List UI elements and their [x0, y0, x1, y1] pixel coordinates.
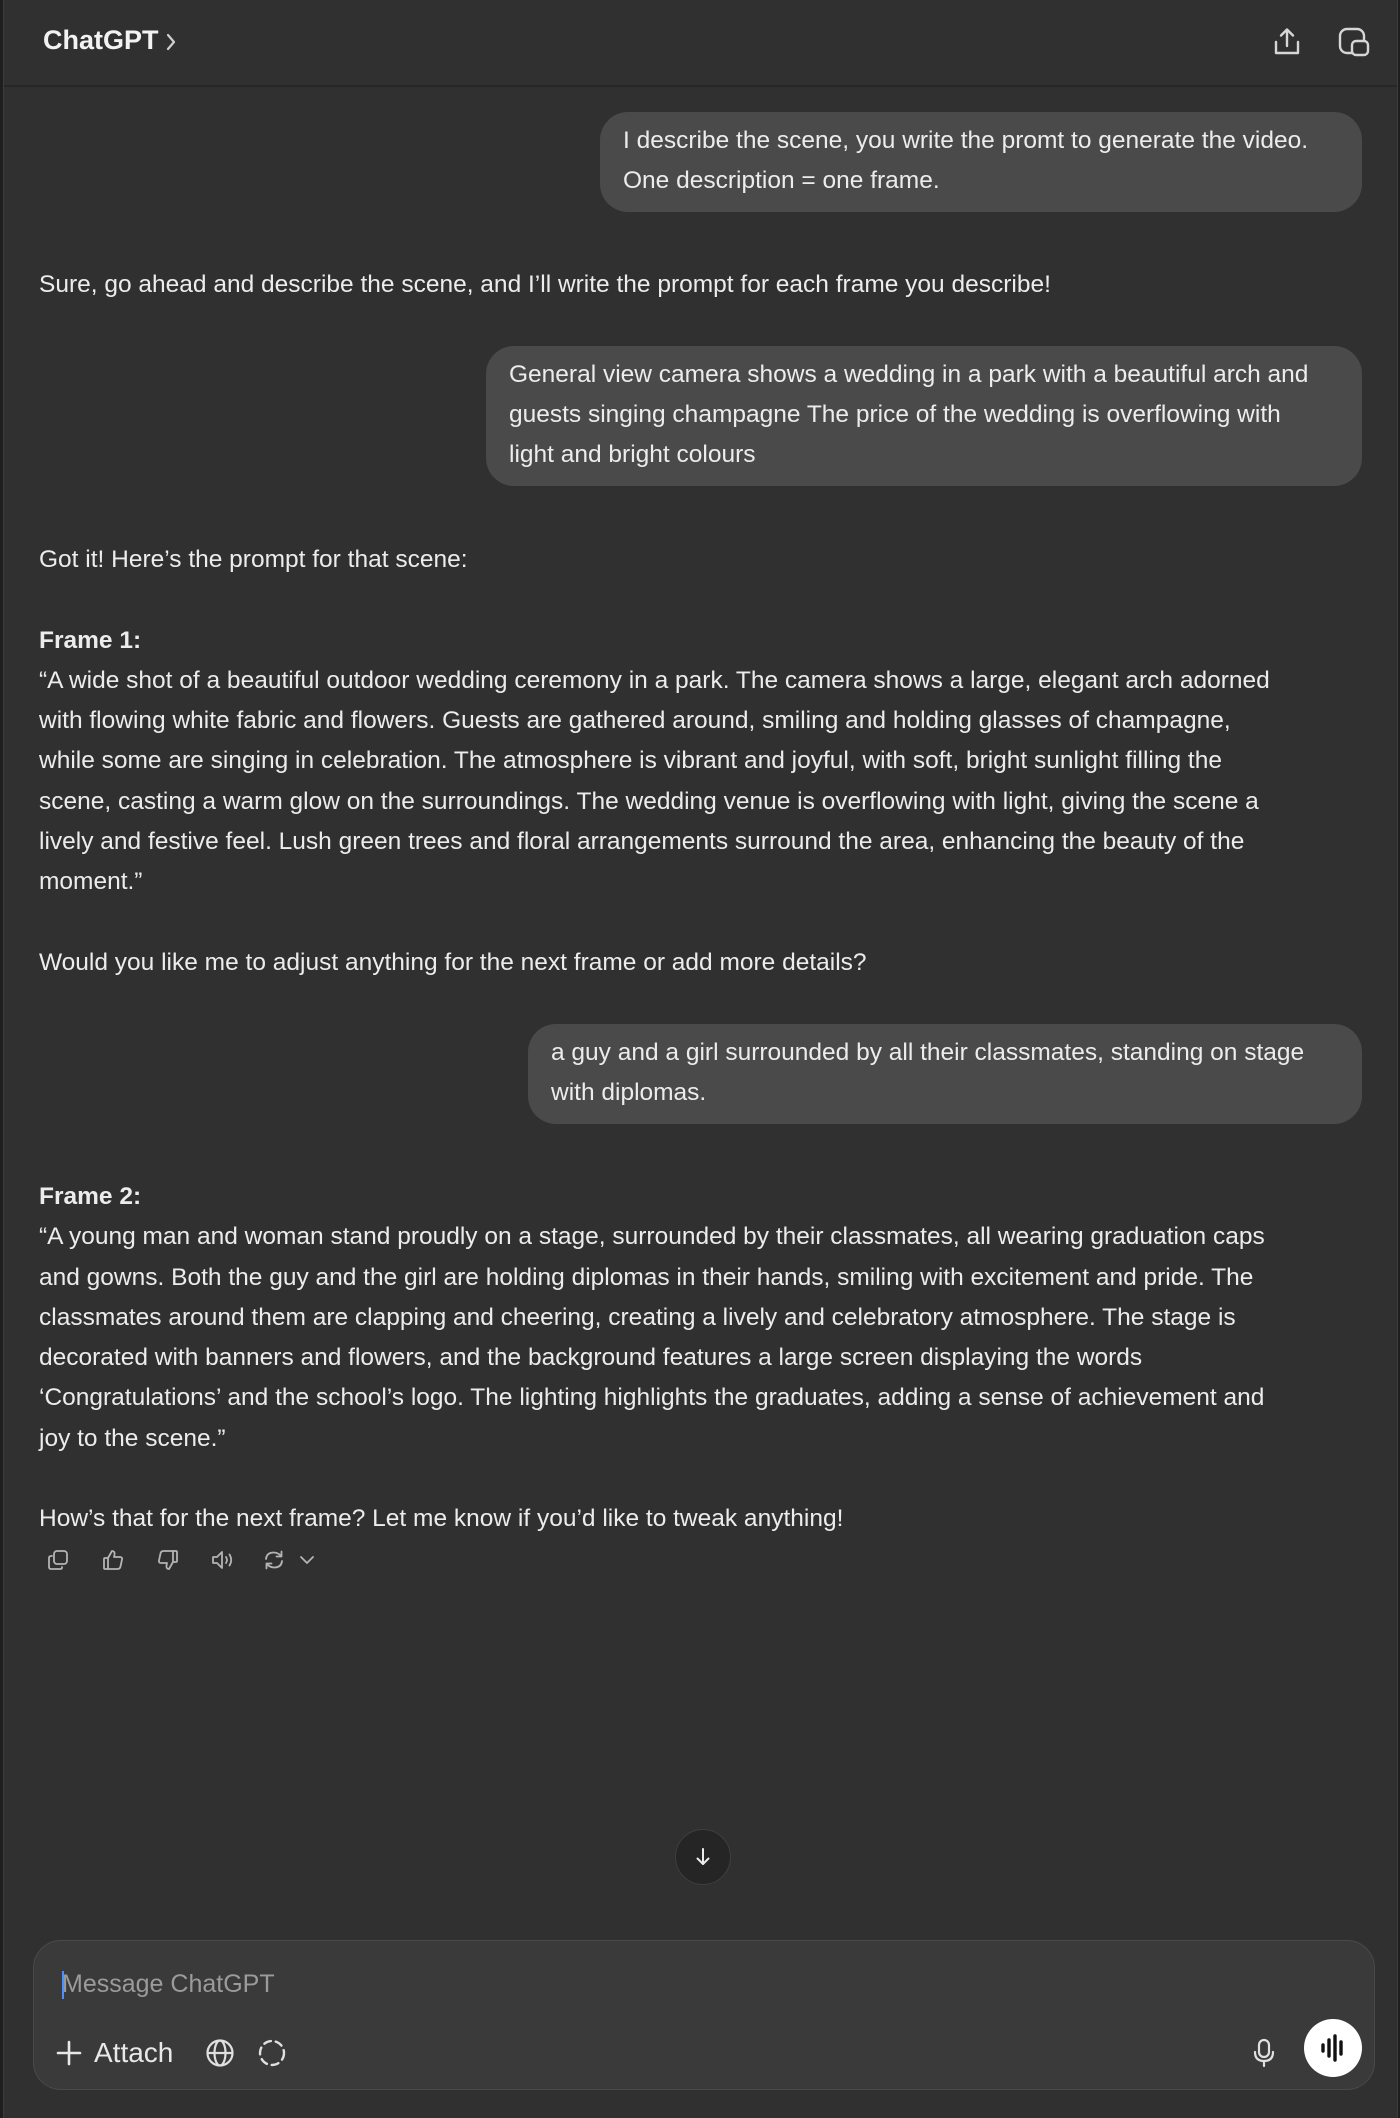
audio-waveform-icon [1316, 2031, 1350, 2065]
frame-line: and gowns. Both the guy and the girl are holding diplomas in their hands, smiling with excitement and pride. The [39, 1263, 1254, 1291]
frame-line: joy to the scene.” [39, 1424, 226, 1452]
copy-button[interactable] [42, 1544, 74, 1576]
frame-line: “A young man and woman stand proudly on a stage, surrounded by their classmates, all wearing graduation caps [39, 1223, 1265, 1251]
new-window-button[interactable] [1334, 22, 1374, 62]
web-search-button[interactable] [202, 2035, 238, 2071]
message-line: One description = one frame. [623, 167, 940, 194]
user-message [486, 346, 1362, 486]
chevron-right-icon [165, 32, 177, 52]
assistant-text: Would you like me to adjust anything for the next frame or add more details? [39, 948, 867, 976]
assistant-text: Sure, go ahead and describe the scene, and I’ll write the prompt for each frame you describe! [39, 271, 1051, 298]
user-message [528, 1024, 1362, 1124]
voice-mode-button[interactable] [1304, 2019, 1362, 2077]
text-caret [62, 1971, 64, 1999]
message-line: a guy and a girl surrounded by all their classmates, standing on stage [551, 1039, 1305, 1066]
message-line: guests singing champagne The price of the wedding is overflowing with [509, 401, 1281, 428]
message-input[interactable] [60, 1963, 1264, 2005]
message-actions [42, 1544, 339, 1576]
frame-line: decorated with banners and flowers, and the background features a large screen displaying the words [39, 1344, 1143, 1372]
frame-line: while some are singing in celebration. The atmosphere is vibrant and joyful, with soft, bright sunlight filling the [39, 747, 1222, 775]
frame-line: scene, casting a warm glow on the surroundings. The wedding venue is overflowing with light, giving the scene a [39, 787, 1259, 815]
frame-line: lively and festive feel. Lush green trees and floral arrangements surround the area, enhancing the beauty of the [39, 828, 1245, 856]
message-line: I describe the scene, you write the promt to generate the video. [623, 127, 1309, 154]
new-window-icon [1337, 25, 1371, 59]
attach-label: Attach [94, 2037, 174, 2068]
read-aloud-button[interactable] [207, 1544, 239, 1576]
regenerate-icon [262, 1548, 286, 1572]
read-aloud-icon [210, 1548, 236, 1572]
frame-label: Frame 1: [39, 626, 142, 654]
frame-line: ‘Congratulations’ and the school’s logo. The lighting highlights the graduates, adding a sense of achievement and [39, 1384, 1265, 1412]
chat-window [3, 0, 1398, 2118]
bad-response-button[interactable] [152, 1544, 184, 1576]
model-selector[interactable] [43, 25, 177, 56]
screenshot-button[interactable] [254, 2035, 290, 2071]
plus-icon [54, 2038, 84, 2068]
attach-button[interactable] [54, 2031, 173, 2075]
app-title-label: ChatGPT [43, 25, 159, 55]
regenerate-button[interactable] [262, 1544, 316, 1576]
assistant-text: How’s that for the next frame? Let me know if you’d like to tweak anything! [39, 1505, 844, 1533]
scroll-to-bottom-button[interactable] [675, 1829, 731, 1885]
arrow-down-icon [692, 1846, 714, 1868]
header-bar [4, 0, 1397, 87]
message-line: with diplomas. [551, 1079, 707, 1106]
message-line: General view camera shows a wedding in a park with a beautiful arch and [509, 361, 1309, 388]
assistant-message [39, 265, 1359, 305]
message-line: light and bright colours [509, 441, 756, 468]
thumbs-up-icon [101, 1548, 125, 1572]
assistant-text: Got it! Here’s the prompt for that scene: [39, 546, 468, 573]
good-response-button[interactable] [97, 1544, 129, 1576]
copy-icon [46, 1548, 70, 1572]
microphone-icon [1250, 2037, 1278, 2069]
thumbs-down-icon [156, 1548, 180, 1572]
dashed-circle-icon [256, 2037, 288, 2069]
chevron-down-icon [298, 1551, 316, 1569]
assistant-message [39, 1177, 1359, 1540]
frame-line: with flowing white fabric and flowers. Guests are gathered around, smiling and holding glasses of champagne, [39, 707, 1231, 735]
frame-label: Frame 2: [39, 1183, 142, 1210]
frame-line: classmates around them are clapping and cheering, creating a lively and celebratory atmosphere. The stage is [39, 1303, 1236, 1331]
globe-icon [204, 2037, 236, 2069]
frame-line: “A wide shot of a beautiful outdoor wedding ceremony in a park. The camera shows a large, elegant arch adorned [39, 666, 1270, 694]
assistant-message [39, 540, 1359, 983]
dictate-button[interactable] [1244, 2033, 1284, 2073]
share-button[interactable] [1267, 22, 1307, 62]
share-icon [1271, 26, 1303, 58]
frame-line: moment.” [39, 868, 143, 896]
user-message [600, 112, 1362, 212]
composer [33, 1940, 1375, 2090]
